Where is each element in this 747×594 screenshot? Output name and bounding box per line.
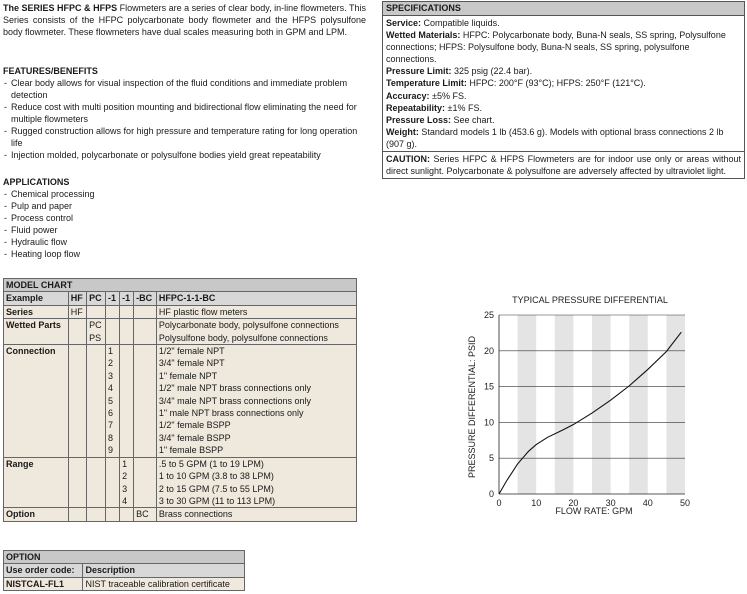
application-item: - Hydraulic flow: [3, 236, 203, 248]
chart-y-tick-label: 20: [483, 345, 494, 356]
code-cell: BC: [134, 508, 157, 521]
spec-value: HFPC: 200°F (93°C); HFPS: 250°F (121°C).: [466, 78, 646, 89]
spec-label: Pressure Limit:: [386, 66, 452, 77]
chart-x-tick-label: 30: [605, 498, 616, 508]
features-section: [3, 65, 371, 161]
example-col: PC: [87, 292, 106, 305]
features-heading: FEATURES/BENEFITS: [3, 66, 98, 76]
features-list: [3, 77, 371, 161]
option-row: [4, 508, 357, 521]
row-label: Wetted Parts: [4, 319, 69, 345]
chart-x-tick-label: 20: [568, 498, 579, 508]
desc-cell: 1/2" female NPT 3/4" female NPT 1" female NPT 1/2" male NPT brass connections only 3/4" male NPT brass connections only 1" male NPT brass connections only 1/2" female BSPP 3/4" female BSPP 1" female BSPP: [156, 345, 356, 458]
model-chart-title: MODEL CHART: [4, 279, 357, 292]
spec-row: [386, 17, 741, 29]
row-label: Option: [4, 508, 69, 521]
caution-label: CAUTION:: [386, 154, 430, 165]
spec-row: [386, 114, 741, 126]
code-cell: PC PS: [87, 319, 106, 345]
spec-label: Temperature Limit:: [386, 78, 467, 89]
spec-value: 325 psig (22.4 bar).: [451, 66, 533, 77]
row-label: Range: [4, 457, 69, 508]
feature-item: - Clear body allows for visual inspection of the fluid conditions and immediate problem detection: [3, 77, 371, 101]
chart-title: TYPICAL PRESSURE DIFFERENTIAL: [512, 295, 668, 305]
code-cell: 1 2 3 4: [120, 457, 134, 508]
code-cell: 1 2 3 4 5 6 7 8 9: [106, 345, 120, 458]
option-col-header: Use order code:: [4, 564, 83, 577]
caution-note: [383, 151, 744, 178]
desc-cell: Polycarbonate body, polysulfone connections Polysulfone body, polysulfone connections: [156, 319, 356, 345]
chart-x-tick-label: 0: [496, 498, 502, 508]
code-cell: HF: [68, 305, 86, 318]
row-label: Connection: [4, 345, 69, 458]
option-title: OPTION: [4, 551, 245, 564]
applications-section: [3, 176, 203, 260]
desc-cell: Brass connections: [156, 508, 356, 521]
chart-y-tick-label: 25: [483, 310, 494, 320]
example-row: [4, 292, 357, 305]
model-chart-table: [3, 278, 357, 522]
spec-value: Standard models 1 lb (453.6 g). Models with optional brass connections 2 lb (907 g).: [386, 126, 724, 149]
applications-list: [3, 188, 203, 260]
spec-row: [386, 65, 741, 77]
chart-grid-band: [629, 315, 648, 494]
range-row: [4, 457, 357, 508]
spec-row: [386, 77, 741, 89]
pressure-differential-chart: [455, 288, 745, 520]
spec-row: [386, 90, 741, 102]
chart-ylabel: PRESSURE DIFFERENTIAL: PSID: [467, 335, 477, 479]
option-desc: NIST traceable calibration certificate: [83, 577, 245, 590]
option-code: NISTCAL-FL1: [4, 577, 83, 590]
example-label: Example: [4, 292, 69, 305]
spec-label: Service:: [386, 18, 422, 28]
spec-label: Wetted Materials:: [386, 30, 461, 41]
chart-grid-band: [555, 315, 574, 494]
option-table-row: [4, 577, 245, 590]
specifications-heading: SPECIFICATIONS: [383, 2, 744, 16]
example-col: -1: [120, 292, 134, 305]
spec-value: Compatible liquids.: [421, 18, 500, 28]
example-desc: HFPC-1-1-BC: [156, 292, 356, 305]
spec-row: [386, 126, 741, 150]
example-col: HF: [68, 292, 86, 305]
spec-value: See chart.: [451, 114, 495, 125]
spec-value: ±5% FS.: [429, 90, 467, 101]
chart-x-tick-label: 10: [531, 498, 542, 508]
row-label: Series: [4, 305, 69, 318]
feature-item: - Rugged construction allows for high pressure and temperature rating for long operation life: [3, 125, 371, 149]
spec-label: Accuracy:: [386, 90, 430, 101]
specifications-box: [382, 1, 745, 179]
wetted-row: [4, 319, 357, 345]
spec-label: Weight:: [386, 126, 419, 137]
spec-value: HFPC: Polycarbonate body, Buna-N seals, SS spring, Polysulfone connections; HFPS: Polysulfone body, Buna-N seals, SS spring, polysulfone connections.: [386, 30, 726, 65]
chart-x-tick-label: 40: [642, 498, 653, 508]
application-item: - Fluid power: [3, 224, 203, 236]
specifications-body: [383, 16, 744, 151]
chart-xlabel: FLOW RATE: GPM: [555, 506, 633, 516]
application-item: - Process control: [3, 212, 203, 224]
option-table: [3, 550, 245, 591]
option-col-header: Description: [83, 564, 245, 577]
applications-heading: APPLICATIONS: [3, 177, 70, 187]
spec-label: Repeatability:: [386, 102, 446, 113]
intro-lead: The SERIES HFPC & HFPS: [3, 3, 118, 13]
desc-cell: .5 to 5 GPM (1 to 19 LPM) 1 to 10 GPM (3.8 to 38 LPM) 2 to 15 GPM (7.5 to 55 LPM) 3 to 30 GPM (11 to 113 LPM): [156, 457, 356, 508]
application-item: - Pulp and paper: [3, 200, 203, 212]
spec-label: Pressure Loss:: [386, 114, 452, 125]
series-row: [4, 305, 357, 318]
feature-item: - Injection molded, polycarbonate or polysulfone bodies yield great repeatability: [3, 149, 371, 161]
chart-grid-band: [666, 315, 685, 494]
chart-grid-band: [518, 315, 537, 494]
chart-y-tick-label: 10: [483, 417, 494, 428]
spec-value: ±1% FS.: [445, 102, 482, 113]
connection-row: [4, 345, 357, 458]
spec-row: [386, 102, 741, 114]
intro-text: Flowmeters are a series of clear body, in-line flowmeters. This Series consists of the HFPC polycarbonate body flowmeter and the HFPS polysulfone body flowmeter. These flowmeters have dual scales measuring both in GPM and LPM.: [3, 3, 366, 37]
chart-x-tick-label: 50: [679, 498, 691, 508]
example-col: -1: [106, 292, 120, 305]
caution-text: Series HFPC & HFPS Flowmeters are for indoor use only or areas without direct sunlight. Polycarbonate & polysulfone are adversely affected by ultraviolet light.: [386, 154, 741, 177]
chart-y-tick-label: 15: [483, 381, 494, 392]
application-item: - Heating loop flow: [3, 248, 203, 260]
chart-grid-band: [592, 315, 611, 494]
desc-cell: HF plastic flow meters: [156, 305, 356, 318]
spec-row: [386, 29, 741, 65]
application-item: - Chemical processing: [3, 188, 203, 200]
intro-paragraph: [3, 2, 366, 38]
chart-y-tick-label: 0: [488, 489, 494, 499]
chart-y-tick-label: 5: [488, 453, 494, 464]
feature-item: - Reduce cost with multi position mounting and bidirectional flow eliminating the need for multiple flowmeters: [3, 101, 371, 125]
example-col: -BC: [134, 292, 157, 305]
